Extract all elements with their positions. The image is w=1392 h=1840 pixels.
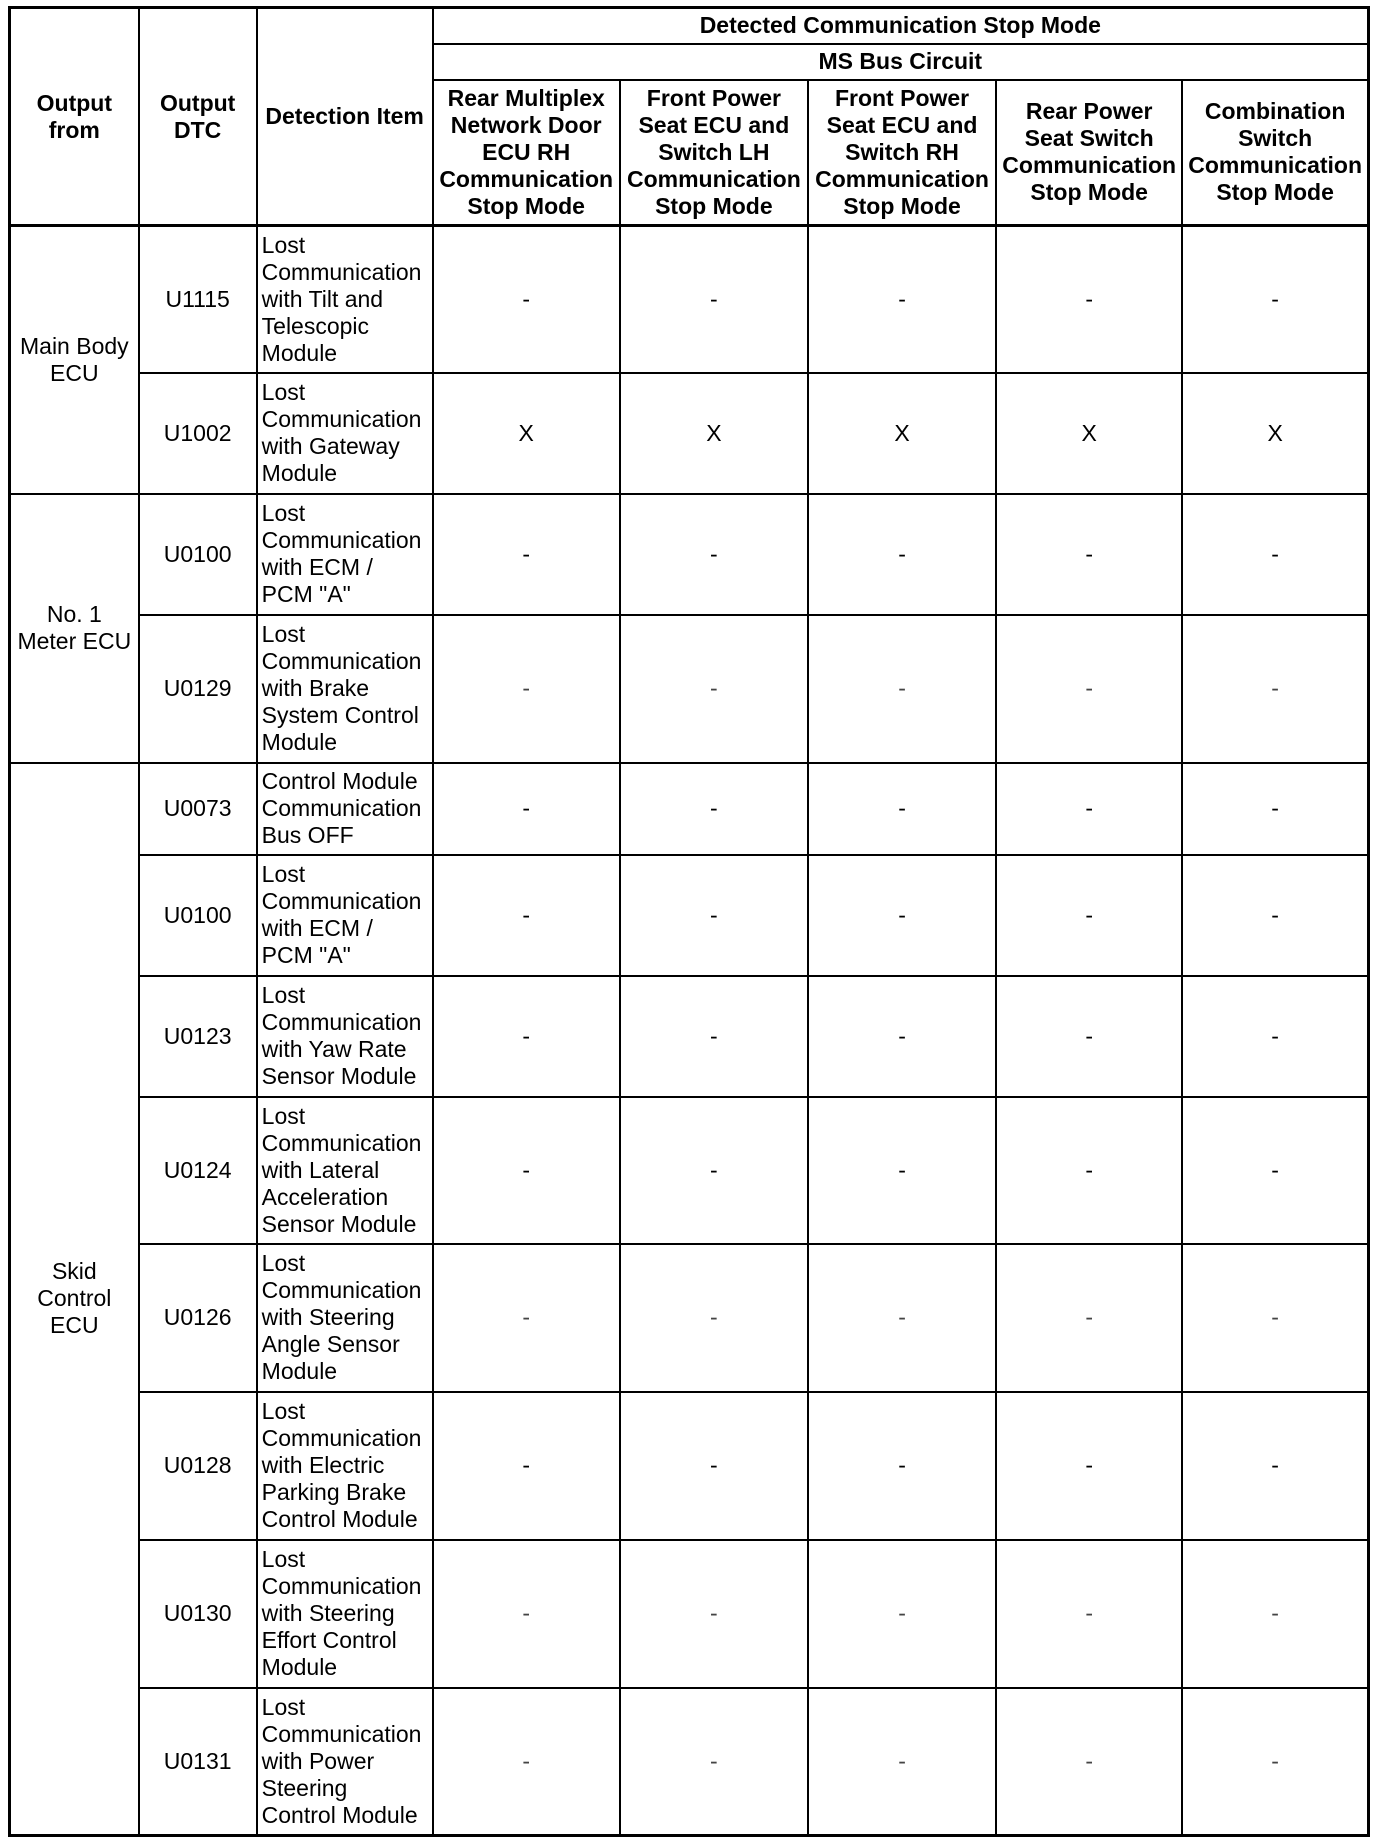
table-row bbox=[10, 1540, 1369, 1688]
header-column-combination-switch: Combination Switch Communication Stop Mode bbox=[1182, 80, 1368, 226]
stop-mode-mark-cell: - bbox=[433, 226, 620, 373]
table-row bbox=[10, 976, 1369, 1097]
dtc-code-cell: U0123 bbox=[139, 976, 257, 1097]
stop-mode-mark-cell: - bbox=[620, 615, 808, 763]
stop-mode-mark-cell: - bbox=[996, 855, 1182, 976]
stop-mode-mark-cell: - bbox=[620, 226, 808, 373]
table-row bbox=[10, 1097, 1369, 1244]
stop-mode-mark-cell: - bbox=[1182, 855, 1368, 976]
stop-mode-mark-cell: - bbox=[996, 1097, 1182, 1244]
stop-mode-mark-cell: - bbox=[1182, 976, 1368, 1097]
table-row bbox=[10, 1688, 1369, 1836]
stop-mode-mark-cell: - bbox=[808, 1244, 996, 1392]
output-source-cell: Main Body ECU bbox=[10, 226, 139, 494]
stop-mode-mark-cell: - bbox=[620, 976, 808, 1097]
table-row bbox=[10, 373, 1369, 494]
stop-mode-mark-cell: - bbox=[433, 1244, 620, 1392]
stop-mode-mark-cell: - bbox=[433, 1392, 620, 1540]
dtc-code-cell: U0100 bbox=[139, 494, 257, 615]
stop-mode-mark-cell: - bbox=[996, 1688, 1182, 1836]
header-output-dtc: Output DTC bbox=[139, 8, 257, 226]
stop-mode-mark-cell: - bbox=[620, 1540, 808, 1688]
stop-mode-mark-cell: - bbox=[1182, 1392, 1368, 1540]
detection-item-cell: Lost Communication with Tilt and Telescopic Module bbox=[257, 226, 433, 373]
stop-mode-mark-cell: - bbox=[433, 763, 620, 855]
dtc-code-cell: U0124 bbox=[139, 1097, 257, 1244]
detection-item-cell: Lost Communication with Yaw Rate Sensor Module bbox=[257, 976, 433, 1097]
stop-mode-mark-cell: - bbox=[620, 1097, 808, 1244]
stop-mode-mark-cell: - bbox=[433, 976, 620, 1097]
stop-mode-mark-cell: - bbox=[996, 1540, 1182, 1688]
stop-mode-mark-cell: - bbox=[808, 226, 996, 373]
detection-item-cell: Control Module Communication Bus OFF bbox=[257, 763, 433, 855]
stop-mode-mark-cell: - bbox=[996, 763, 1182, 855]
stop-mode-mark-cell: - bbox=[620, 1392, 808, 1540]
stop-mode-mark-cell: - bbox=[433, 615, 620, 763]
header-column-rear-seat-switch: Rear Power Seat Switch Communication Stop Mode bbox=[996, 80, 1182, 226]
stop-mode-mark-cell: - bbox=[620, 1688, 808, 1836]
detection-item-cell: Lost Communication with Gateway Module bbox=[257, 373, 433, 494]
stop-mode-mark-cell: - bbox=[620, 1244, 808, 1392]
header-column-front-seat-rh: Front Power Seat ECU and Switch RH Communication Stop Mode bbox=[808, 80, 996, 226]
output-source-cell: No. 1 Meter ECU bbox=[10, 494, 139, 763]
stop-mode-mark-cell: - bbox=[808, 1540, 996, 1688]
stop-mode-mark-cell: - bbox=[1182, 1688, 1368, 1836]
dtc-code-cell: U0100 bbox=[139, 855, 257, 976]
stop-mode-mark-cell: - bbox=[433, 1540, 620, 1688]
dtc-code-cell: U0128 bbox=[139, 1392, 257, 1540]
table-row bbox=[10, 494, 1369, 615]
stop-mode-mark-cell: X bbox=[808, 373, 996, 494]
table-row bbox=[10, 1392, 1369, 1540]
stop-mode-mark-cell: - bbox=[433, 855, 620, 976]
stop-mode-mark-cell: - bbox=[996, 494, 1182, 615]
detection-item-cell: Lost Communication with ECM / PCM "A" bbox=[257, 494, 433, 615]
stop-mode-mark-cell: - bbox=[433, 1097, 620, 1244]
dtc-code-cell: U0131 bbox=[139, 1688, 257, 1836]
stop-mode-mark-cell: - bbox=[433, 494, 620, 615]
detection-item-cell: Lost Communication with Steering Angle Sensor Module bbox=[257, 1244, 433, 1392]
stop-mode-mark-cell: - bbox=[1182, 1244, 1368, 1392]
header-ms-bus: MS Bus Circuit bbox=[433, 44, 1369, 80]
stop-mode-mark-cell: - bbox=[1182, 1097, 1368, 1244]
header-detection-item: Detection Item bbox=[257, 8, 433, 226]
stop-mode-mark-cell: X bbox=[996, 373, 1182, 494]
stop-mode-mark-cell: - bbox=[808, 1688, 996, 1836]
detection-item-cell: Lost Communication with Lateral Acceleration Sensor Module bbox=[257, 1097, 433, 1244]
stop-mode-mark-cell: - bbox=[996, 1244, 1182, 1392]
stop-mode-mark-cell: - bbox=[808, 1392, 996, 1540]
table-row bbox=[10, 615, 1369, 763]
detection-item-cell: Lost Communication with Steering Effort Control Module bbox=[257, 1540, 433, 1688]
stop-mode-mark-cell: X bbox=[620, 373, 808, 494]
header-output-from: Output from bbox=[10, 8, 139, 226]
dtc-code-cell: U0126 bbox=[139, 1244, 257, 1392]
communication-stop-mode-table bbox=[8, 6, 1370, 1837]
stop-mode-mark-cell: - bbox=[808, 763, 996, 855]
stop-mode-mark-cell: - bbox=[808, 1097, 996, 1244]
detection-item-cell: Lost Communication with Electric Parking Brake Control Module bbox=[257, 1392, 433, 1540]
stop-mode-mark-cell: - bbox=[620, 763, 808, 855]
table-row bbox=[10, 1244, 1369, 1392]
stop-mode-mark-cell: - bbox=[996, 1392, 1182, 1540]
stop-mode-mark-cell: - bbox=[433, 1688, 620, 1836]
stop-mode-mark-cell: X bbox=[433, 373, 620, 494]
detection-item-cell: Lost Communication with ECM / PCM "A" bbox=[257, 855, 433, 976]
table-body bbox=[10, 226, 1369, 1836]
detection-item-cell: Lost Communication with Brake System Control Module bbox=[257, 615, 433, 763]
table-row bbox=[10, 226, 1369, 373]
stop-mode-mark-cell: - bbox=[996, 976, 1182, 1097]
stop-mode-mark-cell: - bbox=[996, 226, 1182, 373]
header-detected-mode: Detected Communication Stop Mode bbox=[433, 8, 1369, 44]
dtc-code-cell: U0129 bbox=[139, 615, 257, 763]
dtc-code-cell: U1115 bbox=[139, 226, 257, 373]
stop-mode-mark-cell: - bbox=[808, 855, 996, 976]
stop-mode-mark-cell: - bbox=[1182, 615, 1368, 763]
stop-mode-mark-cell: - bbox=[1182, 1540, 1368, 1688]
header-column-rear-multiplex-door-rh: Rear Multiplex Network Door ECU RH Communication Stop Mode bbox=[433, 80, 620, 226]
stop-mode-mark-cell: X bbox=[1182, 373, 1368, 494]
dtc-code-cell: U0130 bbox=[139, 1540, 257, 1688]
table-row bbox=[10, 763, 1369, 855]
stop-mode-mark-cell: - bbox=[1182, 763, 1368, 855]
stop-mode-mark-cell: - bbox=[620, 855, 808, 976]
stop-mode-mark-cell: - bbox=[808, 494, 996, 615]
header-column-front-seat-lh: Front Power Seat ECU and Switch LH Communication Stop Mode bbox=[620, 80, 808, 226]
stop-mode-mark-cell: - bbox=[620, 494, 808, 615]
detection-item-cell: Lost Communication with Power Steering Control Module bbox=[257, 1688, 433, 1836]
dtc-code-cell: U0073 bbox=[139, 763, 257, 855]
dtc-code-cell: U1002 bbox=[139, 373, 257, 494]
stop-mode-mark-cell: - bbox=[1182, 494, 1368, 615]
stop-mode-mark-cell: - bbox=[808, 976, 996, 1097]
output-source-cell: Skid Control ECU bbox=[10, 763, 139, 1836]
stop-mode-mark-cell: - bbox=[808, 615, 996, 763]
table-row bbox=[10, 855, 1369, 976]
stop-mode-mark-cell: - bbox=[1182, 226, 1368, 373]
stop-mode-mark-cell: - bbox=[996, 615, 1182, 763]
